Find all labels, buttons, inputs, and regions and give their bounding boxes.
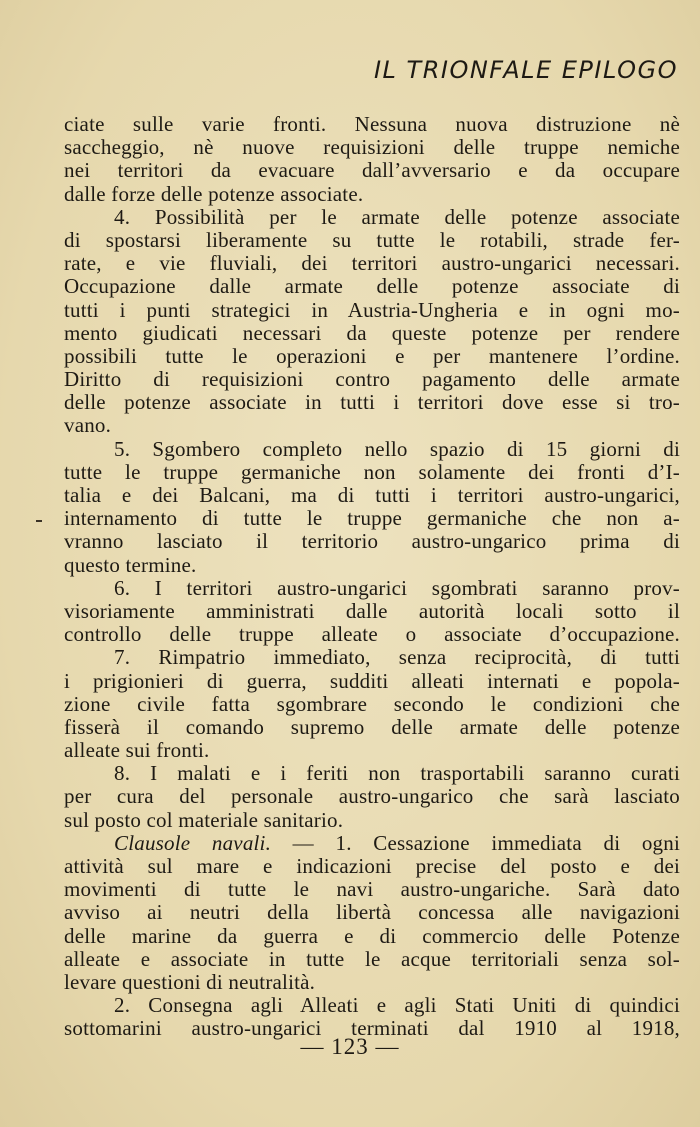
body-text: [64, 113, 680, 1041]
text-line: dalle forze delle potenze associate.: [64, 181, 364, 206]
text-line: 5. Sgombero completo nello spazio di 15 giorni di: [114, 436, 680, 461]
text-line: levare questioni di neutralità.: [64, 969, 316, 994]
text-line: controllo delle truppe alleate o associate d’occupazione.: [64, 622, 680, 647]
text-line: per cura del personale austro-ungarico che sarà lasciato: [64, 784, 680, 809]
text-run: — 1. Cessazione immediata di ogni: [271, 830, 680, 855]
text-line: alleate sui fronti.: [64, 738, 210, 763]
section-heading: Clausole navali.: [114, 830, 272, 855]
text-line: tutte le truppe germaniche non solamente dei fronti d’I-: [64, 459, 680, 484]
text-line: fisserà il comando supremo delle armate delle potenze: [64, 714, 680, 739]
text-line: sul posto col materiale sanitario.: [64, 807, 344, 832]
text-line: possibili tutte le operazioni e per mantenere l’ordine.: [64, 343, 680, 368]
text-line: Diritto di requisizioni contro pagamento delle armate: [64, 367, 680, 392]
text-line: avviso ai neutri della libertà concessa alle navigazioni: [64, 900, 680, 925]
text-line: delle potenze associate in tutti i territori dove esse si tro-: [64, 390, 680, 415]
text-line: talia e dei Balcani, ma di tutti i territori austro-ungarici,: [64, 483, 680, 507]
text-line: 6. I territori austro-ungarici sgombrati saranno prov-: [114, 575, 680, 600]
text-line: attività sul mare e indicazioni precise del posto e dei: [64, 854, 680, 878]
text-line: alleate e associate in tutte le acque territoriali senza sol-: [64, 946, 680, 971]
text-line: saccheggio, nè nuove requisizioni delle truppe nemiche: [64, 135, 680, 160]
text-line: 2. Consegna agli Alleati e agli Stati Uniti di quindici: [114, 993, 680, 1018]
text-line: movimenti di tutte le navi austro-ungariche. Sarà dato: [64, 877, 680, 902]
text-line: vranno lasciato il territorio austro-ungarico prima di: [64, 529, 680, 554]
text-line: questo termine.: [64, 552, 197, 577]
text-line: sottomarini austro-ungarici terminati dal 1910 al 1918,: [64, 1016, 680, 1041]
running-head: IL TRIONFALE EPILOGO: [373, 56, 678, 84]
text-line: 4. Possibilità per le armate delle potenze associate: [114, 204, 680, 229]
text-line: nei territori da evacuare dall’avversario e da occupare: [64, 158, 680, 183]
text-line: vano.: [64, 413, 112, 438]
text-line: zione civile fatta sgombrare secondo le condizioni che: [64, 691, 680, 716]
text-line: di spostarsi liberamente su tutte le rotabili, strade fer-: [64, 227, 680, 252]
text-line: [64, 832, 680, 855]
text-line: ciate sulle varie fronti. Nessuna nuova distruzione nè: [64, 112, 680, 136]
margin-mark: [36, 520, 42, 522]
text-line: internamento di tutte le truppe germaniche che non a-: [64, 506, 680, 531]
text-line: mento giudicati necessari da queste potenze per rendere: [64, 320, 680, 345]
text-line: Occupazione dalle armate delle potenze associate di: [64, 274, 680, 299]
text-line: delle marine da guerra e di commercio delle Potenze: [64, 923, 680, 948]
text-line: tutti i punti strategici in Austria-Ungheria e in ogni mo-: [64, 297, 680, 322]
page-number: — 123 —: [300, 1034, 400, 1059]
text-line: 8. I malati e i feriti non trasportabili saranno curati: [114, 761, 680, 786]
text-line: 7. Rimpatrio immediato, senza reciprocità, di tutti: [114, 645, 680, 670]
text-line: rate, e vie fluviali, dei territori austro-ungarici necessari.: [64, 251, 680, 276]
text-line: visoriamente amministrati dalle autorità locali sotto il: [64, 598, 680, 623]
text-line: i prigionieri di guerra, sudditi alleati internati e popola-: [64, 668, 680, 693]
